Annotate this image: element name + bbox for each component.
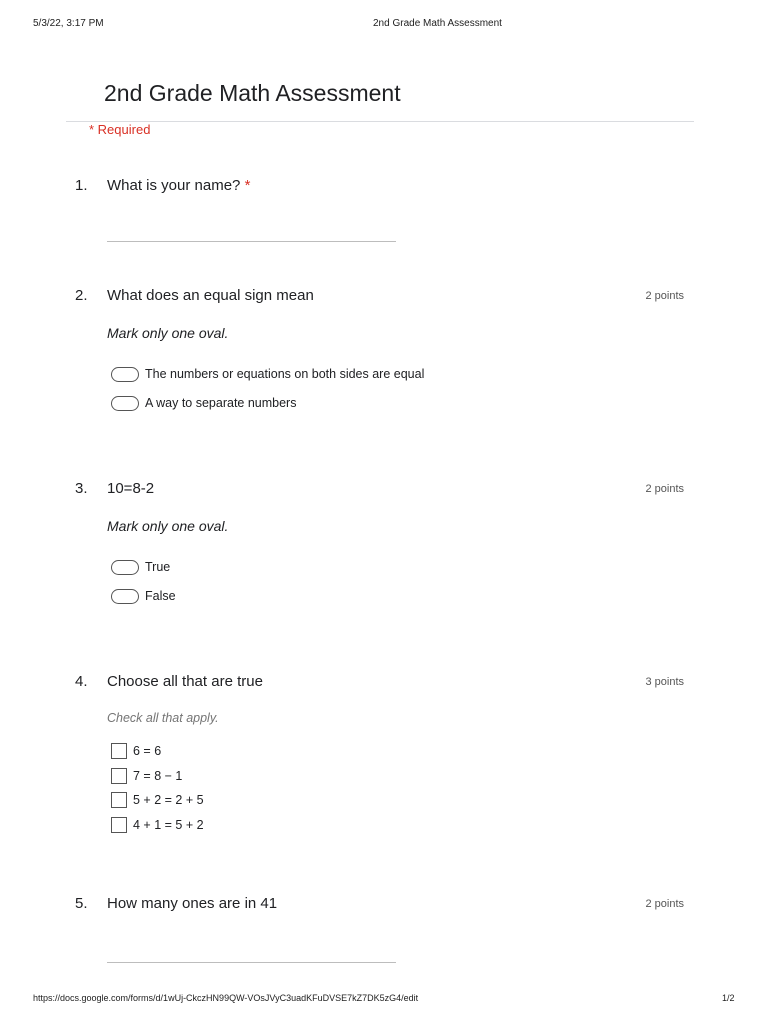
checkbox-option[interactable] [111,790,204,810]
radio-option[interactable] [111,557,170,577]
question-number: 5. [75,895,88,912]
print-page-number: 1/2 [722,993,735,1003]
question-points: 2 points [645,483,684,495]
oval-icon[interactable] [111,560,139,575]
radio-option[interactable] [111,393,296,413]
print-datetime: 5/3/22, 3:17 PM [33,18,104,29]
checkbox-option[interactable] [111,766,182,786]
option-label: The numbers or equations on both sides are equal [145,367,425,381]
question-text [107,177,250,194]
oval-icon[interactable] [111,367,139,382]
question-number: 4. [75,673,88,690]
question-text: How many ones are in 41 [107,895,278,912]
required-note: * Required [89,122,151,137]
question-instruction: Mark only one oval. [107,518,229,534]
oval-icon[interactable] [111,589,139,604]
radio-option[interactable] [111,364,424,384]
print-url: https://docs.google.com/forms/d/1wUj-CkczHN99QW-VOsJVyC3uadKFuDVSE7kZ7DK5zG4/edit [33,993,419,1003]
question-points: 3 points [645,676,684,688]
option-label: 7 = 8 − 1 [133,769,183,783]
oval-icon[interactable] [111,396,139,411]
title-divider [66,121,694,122]
question-points: 2 points [645,898,684,910]
question-text: 10=8-2 [107,480,155,497]
question-label: What is your name? [107,177,241,194]
option-label: 4 + 1 = 5 + 2 [133,818,204,832]
question-instruction: Mark only one oval. [107,325,229,341]
option-label: 5 + 2 = 2 + 5 [133,793,204,807]
question-instruction: Check all that apply. [107,711,219,725]
print-doc-title: 2nd Grade Math Assessment [373,18,502,29]
option-label: A way to separate numbers [145,396,297,410]
question-number: 2. [75,287,88,304]
option-label: False [145,589,176,603]
question-number: 3. [75,480,88,497]
name-answer-field[interactable] [107,241,396,242]
ones-answer-field[interactable] [107,962,396,963]
question-text: Choose all that are true [107,673,263,690]
checkbox-option[interactable] [111,815,204,835]
checkbox-icon[interactable] [111,743,127,759]
option-label: 6 = 6 [133,744,162,758]
form-title: 2nd Grade Math Assessment [104,80,401,106]
radio-option[interactable] [111,586,176,606]
checkbox-icon[interactable] [111,768,127,784]
question-points: 2 points [645,290,684,302]
question-number: 1. [75,177,88,194]
checkbox-icon[interactable] [111,817,127,833]
required-asterisk: * [244,177,251,194]
checkbox-option[interactable] [111,741,161,761]
question-text: What does an equal sign mean [107,287,314,304]
option-label: True [145,560,171,574]
checkbox-icon[interactable] [111,792,127,808]
